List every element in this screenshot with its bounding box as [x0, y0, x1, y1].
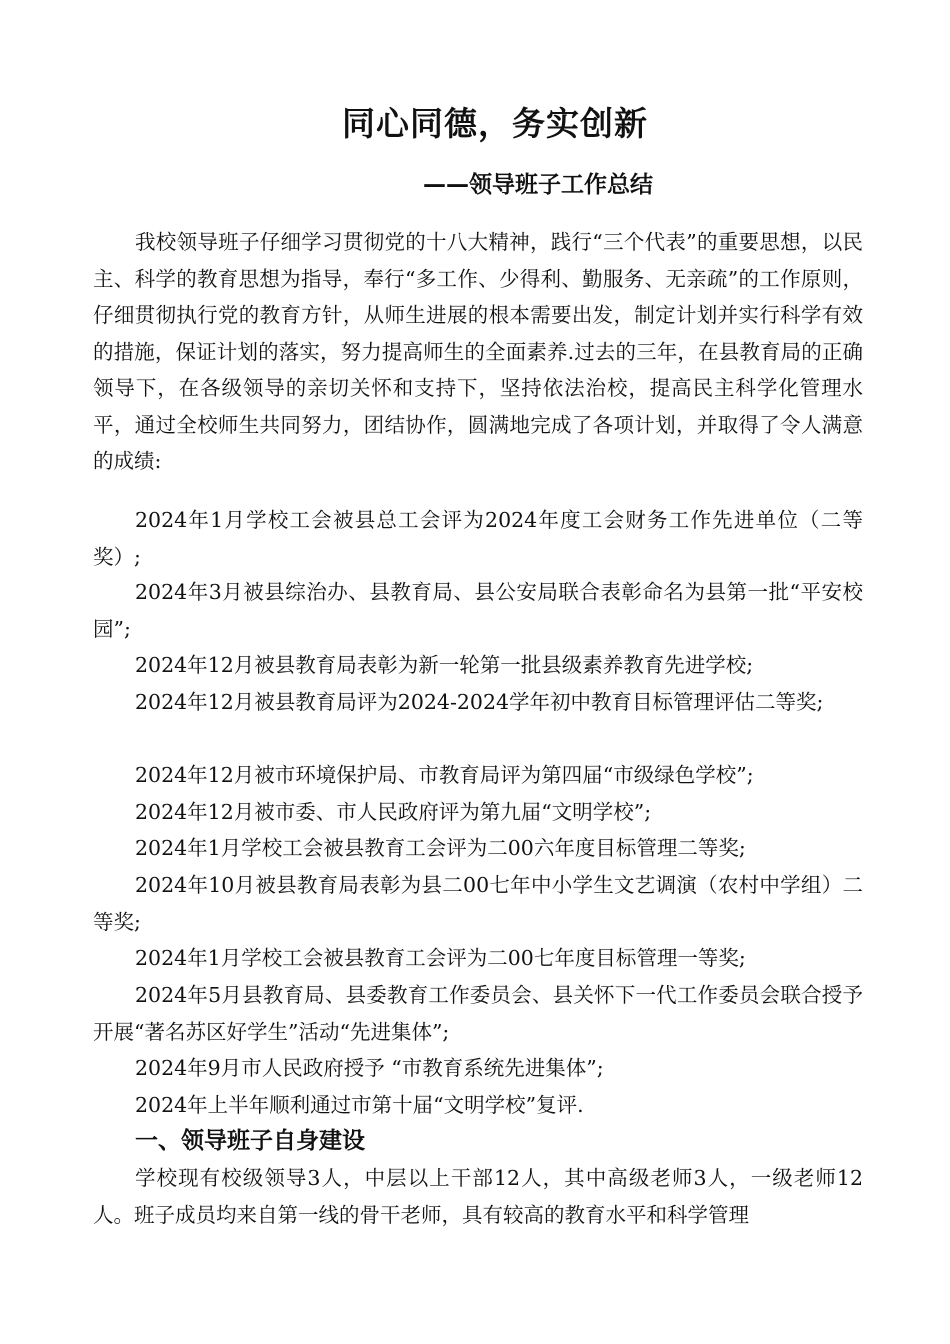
intro-paragraph: 我校领导班子仔细学习贯彻党的十八大精神，践行“三个代表”的重要思想，以民主、科学的教育思想为指导，奉行“多工作、少得利、勤服务、无亲疏”的工作原则，仔细贯彻执行党的教育方针，从师生进展的根本需要出发，制定计划并实行科学有效的措施，保证计划的落实，努力提高师生的全面素养.过去的三年，在县教育局的正确领导下，在各级领导的亲切关怀和支持下，坚持依法治校，提高民主科学化管理水平，通过全校师生共同努力，团结协作，圆满地完成了各项计划，并取得了令人满意的成绩:	[93, 230, 863, 473]
section-heading: 一、领导班子自身建设	[135, 1128, 365, 1154]
achievement-item: 2024年12月被市委、市人民政府评为第九届“文明学校”;	[135, 800, 652, 824]
achievement-item: 2024年10月被县教育局表彰为县二00七年中小学生文艺调演（农村中学组）二等奖;	[93, 873, 863, 934]
achievement-item: 2024年1月学校工会被县教育工会评为二00七年度目标管理一等奖;	[135, 946, 746, 970]
achievement-item: 2024年5月县教育局、县委教育工作委员会、县关怀下一代工作委员会联合授予开展“著名苏区好学生”活动“先进集体”;	[93, 983, 863, 1044]
document-subtitle: ——领导班子工作总结	[423, 172, 653, 198]
achievement-item: 2024年12月被县教育局评为2024-2024学年初中教育目标管理评估二等奖;	[135, 690, 824, 714]
achievement-item: 2024年上半年顺利通过市第十届“文明学校”复评.	[135, 1093, 584, 1117]
section-body: 学校现有校级领导3人，中层以上干部12人，其中高级老师3人，一级老师12人。班子成员均来自第一线的骨干老师，具有较高的教育水平和科学管理	[93, 1166, 863, 1227]
achievement-item: 2024年12月被市环境保护局、市教育局评为第四届“市级绿色学校”;	[135, 763, 754, 787]
achievement-item: 2024年12月被县教育局表彰为新一轮第一批县级素养教育先进学校;	[135, 653, 754, 677]
document-title: 同心同德，务实创新	[342, 104, 648, 143]
achievement-item: 2024年9月市人民政府授予 “市教育系统先进集体”;	[135, 1056, 604, 1080]
achievement-item: 2024年1月学校工会被县教育工会评为二00六年度目标管理二等奖;	[135, 836, 746, 860]
achievement-item: 2024年1月学校工会被县总工会评为2024年度工会财务工作先进单位（二等奖）;	[93, 508, 863, 569]
achievement-item: 2024年3月被县综治办、县教育局、县公安局联合表彰命名为县第一批“平安校园”;	[93, 580, 863, 641]
